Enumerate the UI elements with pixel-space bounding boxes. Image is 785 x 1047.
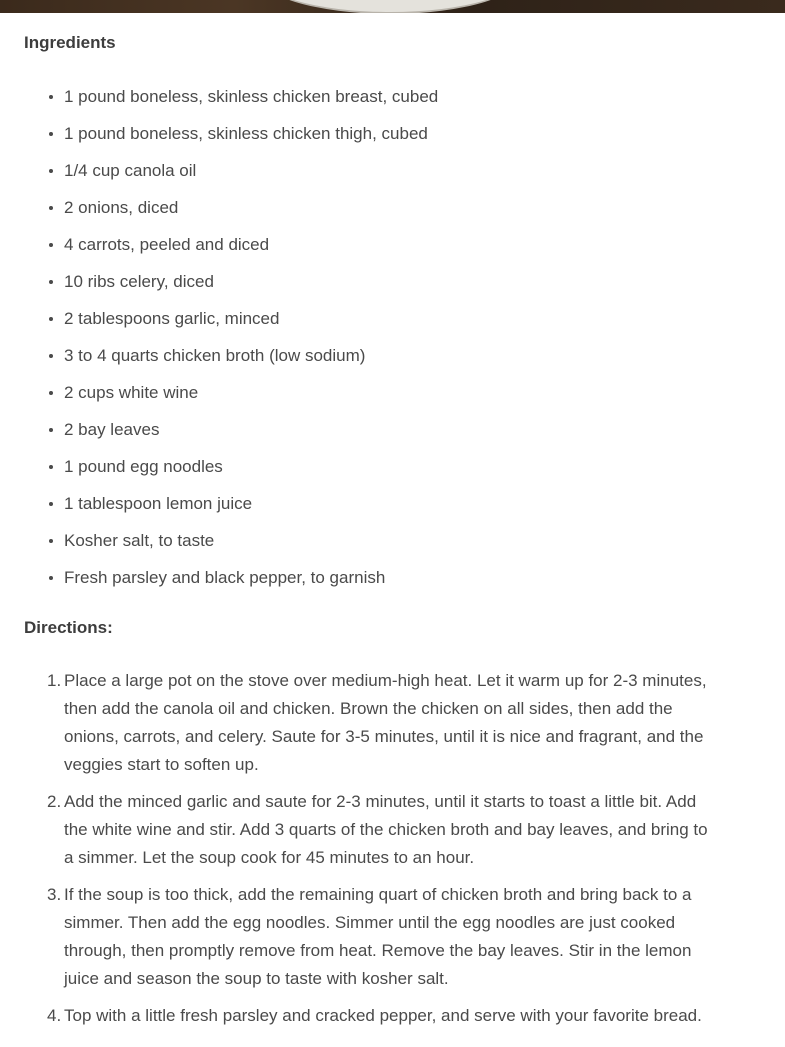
ingredient-item: Fresh parsley and black pepper, to garnish xyxy=(64,564,438,591)
ingredient-item: 3 to 4 quarts chicken broth (low sodium) xyxy=(64,342,438,369)
ingredients-heading: Ingredients xyxy=(24,33,116,52)
ingredient-item: 1/4 cup canola oil xyxy=(64,157,438,184)
step-number: 4. xyxy=(47,1006,62,1025)
ingredient-item: 1 pound boneless, skinless chicken breast, cubed xyxy=(64,83,438,110)
step-text: Add the minced garlic and saute for 2-3 minutes, until it starts to toast a little bit. Add the white wine and stir. Add 3 quarts of the chicken broth and bay leaves, and bring to a simmer. Let the soup cook for 45 minutes to an hour. xyxy=(64,792,708,867)
ingredient-item: 2 bay leaves xyxy=(64,416,438,443)
step-text: Top with a little fresh parsley and cracked pepper, and serve with your favorite bread. xyxy=(64,1006,702,1025)
ingredient-item: 1 tablespoon lemon juice xyxy=(64,490,438,517)
ingredient-item: 2 cups white wine xyxy=(64,379,438,406)
step-number: 1. xyxy=(47,671,62,690)
recipe-photo xyxy=(0,0,785,13)
step-number: 3. xyxy=(47,885,62,904)
ingredient-item: 4 carrots, peeled and diced xyxy=(64,231,438,258)
direction-step xyxy=(47,667,709,779)
step-text: Place a large pot on the stove over medium-high heat. Let it warm up for 2-3 minutes, then add the canola oil and chicken. Brown the chicken on all sides, then add the onions, carrots, and celery. Saute for 3-5 minutes, until it is nice and fragrant, and the veggies start to soften up. xyxy=(64,671,707,774)
ingredient-item: Kosher salt, to taste xyxy=(64,527,438,554)
ingredient-item: 1 pound boneless, skinless chicken thigh, cubed xyxy=(64,120,438,147)
step-number: 2. xyxy=(47,792,62,811)
directions-list xyxy=(24,667,709,1039)
ingredient-item: 2 tablespoons garlic, minced xyxy=(64,305,438,332)
ingredient-item: 1 pound egg noodles xyxy=(64,453,438,480)
ingredient-item: 2 onions, diced xyxy=(64,194,438,221)
direction-step xyxy=(47,881,709,993)
step-text: If the soup is too thick, add the remaining quart of chicken broth and bring back to a simmer. Then add the egg noodles. Simmer until the egg noodles are just cooked through, then promptly remove from heat. Remove the bay leaves. Stir in the lemon juice and season the soup to taste with kosher salt. xyxy=(64,885,692,988)
ingredient-item: 10 ribs celery, diced xyxy=(64,268,438,295)
directions-heading: Directions: xyxy=(24,618,113,637)
ingredients-list xyxy=(24,83,438,601)
direction-step xyxy=(47,1002,709,1030)
direction-step xyxy=(47,788,709,872)
soup-bowl-image xyxy=(255,0,525,13)
